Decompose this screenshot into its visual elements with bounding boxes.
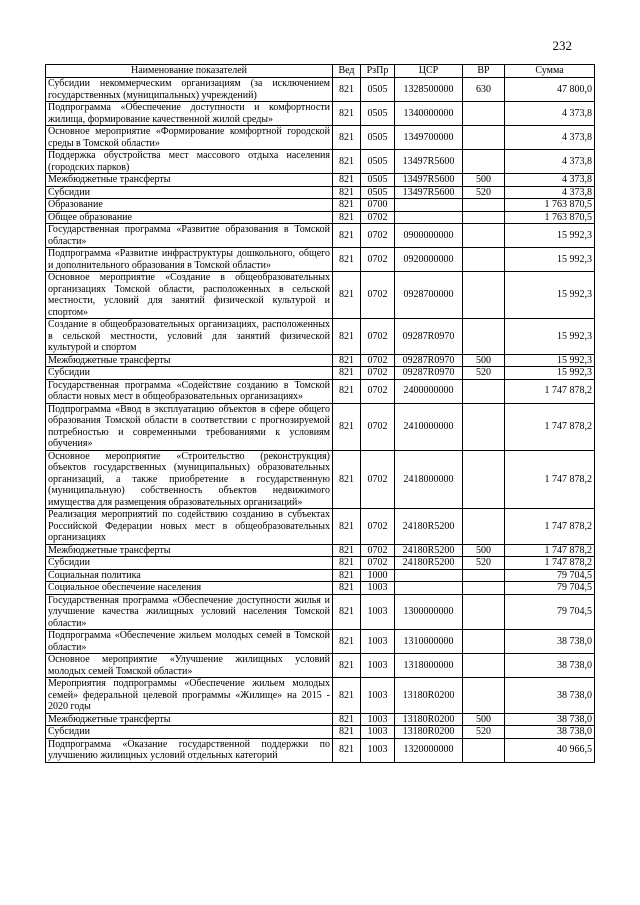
cell-csr: 0920000000 bbox=[395, 248, 463, 272]
cell-vr: 520 bbox=[463, 186, 505, 199]
table-row bbox=[46, 630, 595, 654]
table-row bbox=[46, 582, 595, 595]
cell-sum: 1 747 878,2 bbox=[505, 544, 595, 557]
cell-vr bbox=[463, 654, 505, 678]
table-row bbox=[46, 544, 595, 557]
cell-name: Реализация мероприятий по содействию созданию в субъектах Российской Федерации новых мест в общеобразовательных организациях bbox=[46, 509, 333, 545]
cell-name: Субсидии bbox=[46, 726, 333, 739]
cell-csr: 13497R5600 bbox=[395, 150, 463, 174]
cell-name: Субсидии bbox=[46, 186, 333, 199]
cell-rzpr: 1003 bbox=[361, 738, 395, 762]
cell-sum: 38 738,0 bbox=[505, 630, 595, 654]
table-row bbox=[46, 186, 595, 199]
table-row bbox=[46, 569, 595, 582]
cell-ved: 821 bbox=[333, 379, 361, 403]
cell-sum: 1 763 870,5 bbox=[505, 199, 595, 212]
cell-rzpr: 1003 bbox=[361, 726, 395, 739]
cell-ved: 821 bbox=[333, 102, 361, 126]
cell-name: Межбюджетные трансферты bbox=[46, 174, 333, 187]
cell-name: Субсидии bbox=[46, 557, 333, 570]
cell-sum: 15 992,3 bbox=[505, 354, 595, 367]
table-row bbox=[46, 126, 595, 150]
cell-csr: 13180R0200 bbox=[395, 678, 463, 714]
cell-name: Подпрограмма «Обеспечение доступности и комфортности жилища, формирование качественной жилой среды» bbox=[46, 102, 333, 126]
table-row bbox=[46, 174, 595, 187]
table-row bbox=[46, 654, 595, 678]
cell-vr: 520 bbox=[463, 557, 505, 570]
cell-ved: 821 bbox=[333, 126, 361, 150]
cell-ved: 821 bbox=[333, 738, 361, 762]
budget-table bbox=[45, 64, 595, 763]
cell-name: Государственная программа «Содействие созданию в Томской области новых мест в общеобразовательных организациях» bbox=[46, 379, 333, 403]
cell-ved: 821 bbox=[333, 319, 361, 355]
cell-name: Образование bbox=[46, 199, 333, 212]
table-row bbox=[46, 379, 595, 403]
table-row bbox=[46, 713, 595, 726]
page-number: 232 bbox=[552, 38, 572, 53]
cell-rzpr: 0505 bbox=[361, 174, 395, 187]
cell-vr: 630 bbox=[463, 78, 505, 102]
cell-ved: 821 bbox=[333, 367, 361, 380]
cell-name: Поддержка обустройства мест массового отдыха населения (городских парков) bbox=[46, 150, 333, 174]
cell-rzpr: 0702 bbox=[361, 509, 395, 545]
cell-csr: 13497R5600 bbox=[395, 186, 463, 199]
cell-ved: 821 bbox=[333, 199, 361, 212]
cell-csr: 1310000000 bbox=[395, 630, 463, 654]
cell-ved: 821 bbox=[333, 678, 361, 714]
cell-vr bbox=[463, 319, 505, 355]
cell-vr: 500 bbox=[463, 713, 505, 726]
cell-rzpr: 0700 bbox=[361, 199, 395, 212]
cell-vr bbox=[463, 630, 505, 654]
cell-ved: 821 bbox=[333, 630, 361, 654]
cell-name: Основное мероприятие «Строительство (реконструкция) объектов государственных (муниципальных) образовательных организаций, а также приобретение в государственную (муниципальную) собственность объектов недвижимого имущества для размещения образовательных организаций» bbox=[46, 450, 333, 509]
header-sum: Сумма bbox=[505, 65, 595, 78]
cell-rzpr: 0702 bbox=[361, 211, 395, 224]
cell-vr bbox=[463, 211, 505, 224]
cell-name: Подпрограмма «Обеспечение жильем молодых семей в Томской области» bbox=[46, 630, 333, 654]
cell-sum: 1 747 878,2 bbox=[505, 403, 595, 450]
cell-sum: 4 373,8 bbox=[505, 186, 595, 199]
cell-vr: 520 bbox=[463, 726, 505, 739]
cell-csr bbox=[395, 582, 463, 595]
cell-csr bbox=[395, 211, 463, 224]
cell-csr: 1340000000 bbox=[395, 102, 463, 126]
table-row bbox=[46, 150, 595, 174]
table-row bbox=[46, 726, 595, 739]
table-row bbox=[46, 594, 595, 630]
cell-vr bbox=[463, 569, 505, 582]
cell-rzpr: 0702 bbox=[361, 544, 395, 557]
cell-vr: 500 bbox=[463, 544, 505, 557]
cell-vr bbox=[463, 738, 505, 762]
cell-rzpr: 0702 bbox=[361, 354, 395, 367]
cell-sum: 79 704,5 bbox=[505, 582, 595, 595]
cell-csr: 13180R0200 bbox=[395, 726, 463, 739]
cell-csr: 2418000000 bbox=[395, 450, 463, 509]
cell-sum: 15 992,3 bbox=[505, 319, 595, 355]
cell-vr bbox=[463, 150, 505, 174]
cell-rzpr: 0505 bbox=[361, 186, 395, 199]
table-row bbox=[46, 557, 595, 570]
table-row bbox=[46, 450, 595, 509]
cell-sum: 1 747 878,2 bbox=[505, 509, 595, 545]
cell-ved: 821 bbox=[333, 78, 361, 102]
table-row bbox=[46, 354, 595, 367]
cell-sum: 79 704,5 bbox=[505, 569, 595, 582]
cell-rzpr: 0702 bbox=[361, 248, 395, 272]
cell-sum: 38 738,0 bbox=[505, 654, 595, 678]
cell-csr: 1300000000 bbox=[395, 594, 463, 630]
cell-vr bbox=[463, 450, 505, 509]
header-csr: ЦСР bbox=[395, 65, 463, 78]
cell-sum: 4 373,8 bbox=[505, 150, 595, 174]
cell-sum: 4 373,8 bbox=[505, 174, 595, 187]
cell-ved: 821 bbox=[333, 450, 361, 509]
cell-name: Основное мероприятие «Улучшение жилищных условий молодых семей Томской области» bbox=[46, 654, 333, 678]
cell-sum: 38 738,0 bbox=[505, 678, 595, 714]
cell-name: Подпрограмма «Развитие инфраструктуры дошкольного, общего и дополнительного образования в Томской области» bbox=[46, 248, 333, 272]
cell-ved: 821 bbox=[333, 224, 361, 248]
cell-ved: 821 bbox=[333, 544, 361, 557]
cell-vr bbox=[463, 272, 505, 319]
cell-csr: 1320000000 bbox=[395, 738, 463, 762]
table-row bbox=[46, 78, 595, 102]
table-row bbox=[46, 248, 595, 272]
cell-sum: 15 992,3 bbox=[505, 367, 595, 380]
cell-rzpr: 0702 bbox=[361, 272, 395, 319]
cell-name: Межбюджетные трансферты bbox=[46, 544, 333, 557]
cell-name: Межбюджетные трансферты bbox=[46, 354, 333, 367]
cell-csr bbox=[395, 199, 463, 212]
cell-ved: 821 bbox=[333, 403, 361, 450]
cell-rzpr: 1003 bbox=[361, 678, 395, 714]
cell-rzpr: 0505 bbox=[361, 126, 395, 150]
cell-csr: 09287R0970 bbox=[395, 367, 463, 380]
cell-ved: 821 bbox=[333, 272, 361, 319]
cell-name: Социальное обеспечение населения bbox=[46, 582, 333, 595]
cell-sum: 1 747 878,2 bbox=[505, 379, 595, 403]
table-row bbox=[46, 678, 595, 714]
cell-ved: 821 bbox=[333, 557, 361, 570]
cell-name: Подпрограмма «Оказание государственной поддержки по улучшению жилищных условий отдельных категорий bbox=[46, 738, 333, 762]
cell-sum: 15 992,3 bbox=[505, 248, 595, 272]
cell-vr bbox=[463, 678, 505, 714]
cell-rzpr: 0702 bbox=[361, 379, 395, 403]
cell-vr: 500 bbox=[463, 354, 505, 367]
cell-vr: 520 bbox=[463, 367, 505, 380]
table-header-row bbox=[46, 65, 595, 78]
cell-ved: 821 bbox=[333, 354, 361, 367]
table-row bbox=[46, 509, 595, 545]
cell-ved: 821 bbox=[333, 713, 361, 726]
cell-rzpr: 1003 bbox=[361, 582, 395, 595]
cell-rzpr: 0702 bbox=[361, 557, 395, 570]
cell-ved: 821 bbox=[333, 594, 361, 630]
cell-csr: 13497R5600 bbox=[395, 174, 463, 187]
cell-csr: 13180R0200 bbox=[395, 713, 463, 726]
header-name: Наименование показателей bbox=[46, 65, 333, 78]
cell-ved: 821 bbox=[333, 582, 361, 595]
cell-name: Общее образование bbox=[46, 211, 333, 224]
cell-sum: 4 373,8 bbox=[505, 126, 595, 150]
cell-vr bbox=[463, 379, 505, 403]
cell-vr bbox=[463, 509, 505, 545]
table-row bbox=[46, 319, 595, 355]
cell-vr bbox=[463, 126, 505, 150]
cell-rzpr: 0702 bbox=[361, 224, 395, 248]
cell-rzpr: 0702 bbox=[361, 450, 395, 509]
cell-sum: 1 763 870,5 bbox=[505, 211, 595, 224]
cell-ved: 821 bbox=[333, 726, 361, 739]
cell-name: Государственная программа «Развитие образования в Томской области» bbox=[46, 224, 333, 248]
table-row bbox=[46, 211, 595, 224]
cell-rzpr: 1003 bbox=[361, 713, 395, 726]
cell-name: Социальная политика bbox=[46, 569, 333, 582]
cell-name: Создание в общеобразовательных организациях, расположенных в сельской местности, условий для занятий физической культурой и спортом bbox=[46, 319, 333, 355]
cell-rzpr: 0505 bbox=[361, 102, 395, 126]
cell-name: Основное мероприятие «Формирование комфортной городской среды в Томской области» bbox=[46, 126, 333, 150]
cell-csr bbox=[395, 569, 463, 582]
table-row bbox=[46, 102, 595, 126]
cell-rzpr: 0702 bbox=[361, 367, 395, 380]
cell-sum: 15 992,3 bbox=[505, 224, 595, 248]
cell-vr bbox=[463, 102, 505, 126]
cell-name: Основное мероприятие «Создание в общеобразовательных организациях Томской области, расположенных в сельской местности, условий для занятий физической культурой и спортом» bbox=[46, 272, 333, 319]
cell-name: Подпрограмма «Ввод в эксплуатацию объектов в сфере общего образования Томской области в соответствии с прогнозируемой потребностью и современными требованиями к условиям обучения» bbox=[46, 403, 333, 450]
cell-csr: 24180R5200 bbox=[395, 509, 463, 545]
header-ved: Вед bbox=[333, 65, 361, 78]
table-row bbox=[46, 403, 595, 450]
header-vr: ВР bbox=[463, 65, 505, 78]
cell-sum: 1 747 878,2 bbox=[505, 450, 595, 509]
cell-vr bbox=[463, 594, 505, 630]
table-row bbox=[46, 738, 595, 762]
cell-sum: 38 738,0 bbox=[505, 713, 595, 726]
cell-rzpr: 0702 bbox=[361, 403, 395, 450]
table-row bbox=[46, 224, 595, 248]
cell-ved: 821 bbox=[333, 654, 361, 678]
header-rzpr: РзПр bbox=[361, 65, 395, 78]
cell-sum: 79 704,5 bbox=[505, 594, 595, 630]
cell-sum: 40 966,5 bbox=[505, 738, 595, 762]
table-row bbox=[46, 367, 595, 380]
cell-rzpr: 0505 bbox=[361, 78, 395, 102]
cell-sum: 4 373,8 bbox=[505, 102, 595, 126]
cell-vr bbox=[463, 582, 505, 595]
cell-sum: 15 992,3 bbox=[505, 272, 595, 319]
cell-name: Субсидии bbox=[46, 367, 333, 380]
cell-vr bbox=[463, 224, 505, 248]
cell-vr: 500 bbox=[463, 174, 505, 187]
cell-csr: 24180R5200 bbox=[395, 557, 463, 570]
cell-ved: 821 bbox=[333, 150, 361, 174]
table-row bbox=[46, 199, 595, 212]
cell-ved: 821 bbox=[333, 174, 361, 187]
cell-csr: 09287R0970 bbox=[395, 354, 463, 367]
cell-rzpr: 0702 bbox=[361, 319, 395, 355]
cell-rzpr: 1003 bbox=[361, 630, 395, 654]
cell-csr: 1349700000 bbox=[395, 126, 463, 150]
cell-ved: 821 bbox=[333, 248, 361, 272]
cell-vr bbox=[463, 403, 505, 450]
cell-sum: 47 800,0 bbox=[505, 78, 595, 102]
cell-rzpr: 1003 bbox=[361, 654, 395, 678]
cell-csr: 0900000000 bbox=[395, 224, 463, 248]
cell-csr: 24180R5200 bbox=[395, 544, 463, 557]
cell-csr: 1318000000 bbox=[395, 654, 463, 678]
cell-sum: 1 747 878,2 bbox=[505, 557, 595, 570]
cell-csr: 2400000000 bbox=[395, 379, 463, 403]
cell-csr: 0928700000 bbox=[395, 272, 463, 319]
cell-name: Государственная программа «Обеспечение доступности жилья и улучшение качества жилищных условий населения Томской области» bbox=[46, 594, 333, 630]
cell-vr bbox=[463, 199, 505, 212]
cell-csr: 2410000000 bbox=[395, 403, 463, 450]
cell-rzpr: 1003 bbox=[361, 594, 395, 630]
cell-name: Мероприятия подпрограммы «Обеспечение жильем молодых семей» федеральной целевой программы «Жилище» на 2015 - 2020 годы bbox=[46, 678, 333, 714]
cell-csr: 09287R0970 bbox=[395, 319, 463, 355]
cell-ved: 821 bbox=[333, 211, 361, 224]
table-row bbox=[46, 272, 595, 319]
cell-vr bbox=[463, 248, 505, 272]
cell-rzpr: 0505 bbox=[361, 150, 395, 174]
cell-name: Межбюджетные трансферты bbox=[46, 713, 333, 726]
cell-ved: 821 bbox=[333, 186, 361, 199]
cell-sum: 38 738,0 bbox=[505, 726, 595, 739]
cell-csr: 1328500000 bbox=[395, 78, 463, 102]
cell-ved: 821 bbox=[333, 569, 361, 582]
cell-rzpr: 1000 bbox=[361, 569, 395, 582]
cell-ved: 821 bbox=[333, 509, 361, 545]
cell-name: Субсидии некоммерческим организациям (за исключением государственных (муниципальных) учреждений) bbox=[46, 78, 333, 102]
